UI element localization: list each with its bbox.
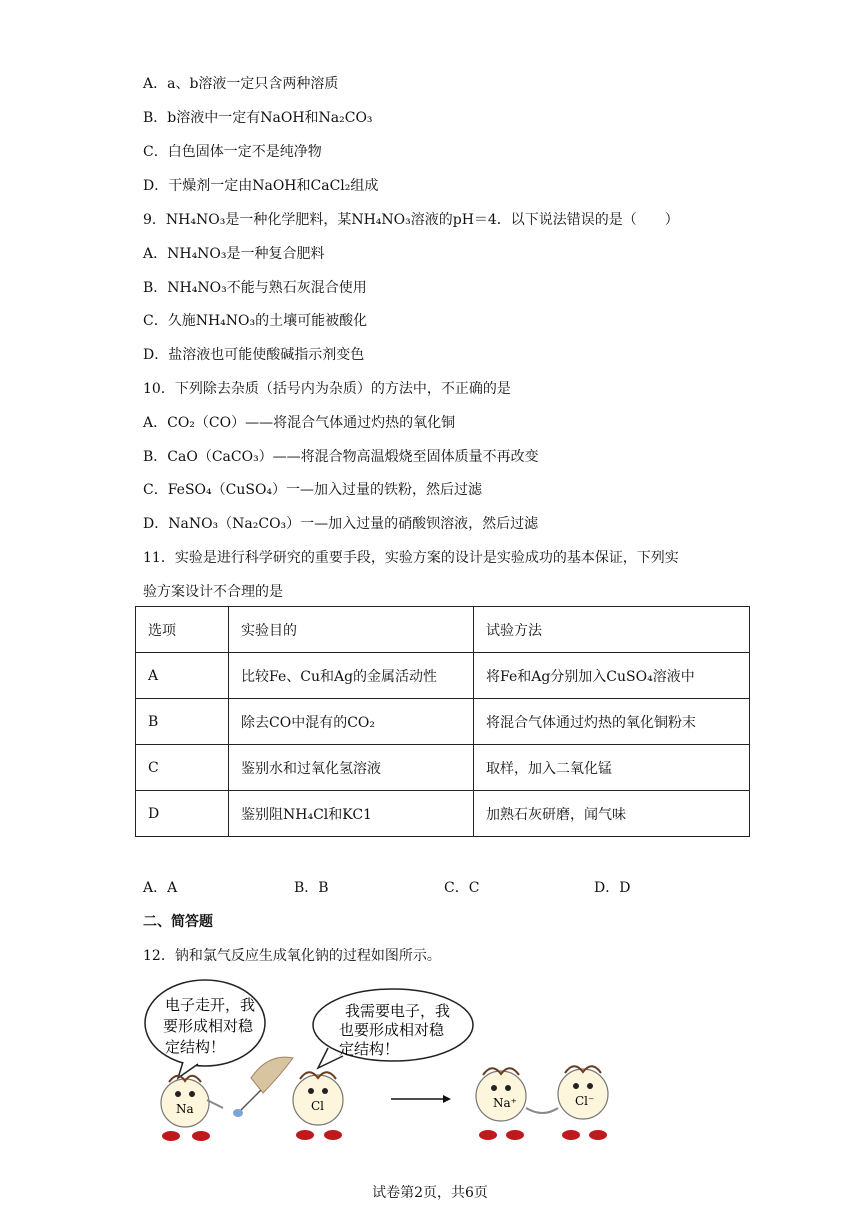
table-row <box>136 745 750 791</box>
q8-option-b: B．b溶液中一定有NaOH和Na₂CO₃ <box>143 110 373 126</box>
na-bubble-line3: 定结构！ <box>165 1038 226 1056</box>
table-cell: A <box>136 653 229 699</box>
table-cell: 取样，加入二氧化锰 <box>474 745 750 791</box>
q10-option-c: C．FeSO₄（CuSO₄）一—加入过量的铁粉，然后过滤 <box>143 482 483 498</box>
table-cell: 鉴别阻NH₄Cl和KC1 <box>229 791 474 837</box>
cl-ion-character <box>526 1066 608 1140</box>
q11-answer-b: B．B <box>294 880 329 896</box>
table-cell: 除去CO中混有的CO₂ <box>229 699 474 745</box>
table-row <box>136 791 750 837</box>
net-icon <box>233 1057 293 1117</box>
q10-option-b: B．CaO（CaCO₃）——将混合物高温煅烧至固体质量不再改变 <box>143 449 539 465</box>
cl-ion-label: Cl⁻ <box>575 1094 595 1108</box>
table-header-cell: 选项 <box>136 607 229 653</box>
na-atom-character <box>161 1076 223 1141</box>
illustration-svg <box>143 978 623 1143</box>
sodium-chlorine-illustration <box>143 978 623 1143</box>
table-header-cell: 试验方法 <box>474 607 750 653</box>
cl-bubble-line2: 也要形成相对稳 <box>339 1021 445 1039</box>
q11-answer-c: C．C <box>444 880 480 896</box>
table-cell: 鉴别水和过氧化氢溶液 <box>229 745 474 791</box>
cl-bubble-line3: 定结构！ <box>339 1040 400 1058</box>
table-cell: 将Fe和Ag分别加入CuSO₄溶液中 <box>474 653 750 699</box>
na-ion-character <box>476 1068 526 1140</box>
na-bubble-line2: 要形成相对稳 <box>163 1017 254 1035</box>
cl-label: Cl <box>311 1099 325 1113</box>
table-row <box>136 653 750 699</box>
na-label: Na <box>176 1102 194 1116</box>
q8-option-a: A．a、b溶液一定只含两种溶质 <box>143 76 339 92</box>
q11-stem-line1: 11．实验是进行科学研究的重要手段，实验方案的设计是实验成功的基本保证，下列实 <box>143 550 679 566</box>
q10-option-d: D．NaNO₃（Na₂CO₃）一—加入过量的硝酸钡溶液，然后过滤 <box>143 516 539 532</box>
table-header-row <box>136 607 750 653</box>
q11-answer-a: A．A <box>143 880 178 896</box>
q8-option-d: D．干燥剂一定由NaOH和CaCl₂组成 <box>143 178 379 194</box>
table-row <box>136 699 750 745</box>
table-cell: 加熟石灰研磨，闻气味 <box>474 791 750 837</box>
na-bubble-line1: 电子走开，我 <box>165 996 256 1014</box>
table-cell: C <box>136 745 229 791</box>
table-header-cell: 实验目的 <box>229 607 474 653</box>
q11-answer-d: D．D <box>594 880 631 896</box>
table-cell: D <box>136 791 229 837</box>
reaction-arrow-icon <box>391 1095 451 1103</box>
q11-stem-line2: 验方案设计不合理的是 <box>143 584 283 600</box>
section-title: 二、简答题 <box>143 914 213 930</box>
q9-option-c: C．久施NH₄NO₃的土壤可能被酸化 <box>143 313 368 329</box>
q9-stem: 9．NH₄NO₃是一种化学肥料，某NH₄NO₃溶液的pH＝4．以下说法错误的是（ ） <box>143 212 679 228</box>
na-ion-label: Na⁺ <box>493 1096 517 1110</box>
cl-bubble-line1: 我需要电子，我 <box>345 1002 451 1020</box>
page-footer: 试卷第2页，共6页 <box>372 1185 488 1201</box>
q9-option-b: B．NH₄NO₃不能与熟石灰混合使用 <box>143 280 367 296</box>
cl-atom-character <box>293 1072 343 1140</box>
q9-option-a: A．NH₄NO₃是一种复合肥料 <box>143 246 325 262</box>
q10-option-a: A．CO₂（CO）——将混合气体通过灼热的氧化铜 <box>143 415 456 431</box>
q10-stem: 10．下列除去杂质（括号内为杂质）的方法中，不正确的是 <box>143 381 511 397</box>
table-cell: 比较Fe、Cu和Ag的金属活动性 <box>229 653 474 699</box>
q9-option-d: D．盐溶液也可能使酸碱指示剂变色 <box>143 347 365 363</box>
experiment-table <box>135 606 750 837</box>
table-cell: 将混合气体通过灼热的氧化铜粉末 <box>474 699 750 745</box>
table-cell: B <box>136 699 229 745</box>
q12-stem: 12．钠和氯气反应生成氧化钠的过程如图所示。 <box>143 948 441 964</box>
q8-option-c: C．白色固体一定不是纯净物 <box>143 144 322 160</box>
